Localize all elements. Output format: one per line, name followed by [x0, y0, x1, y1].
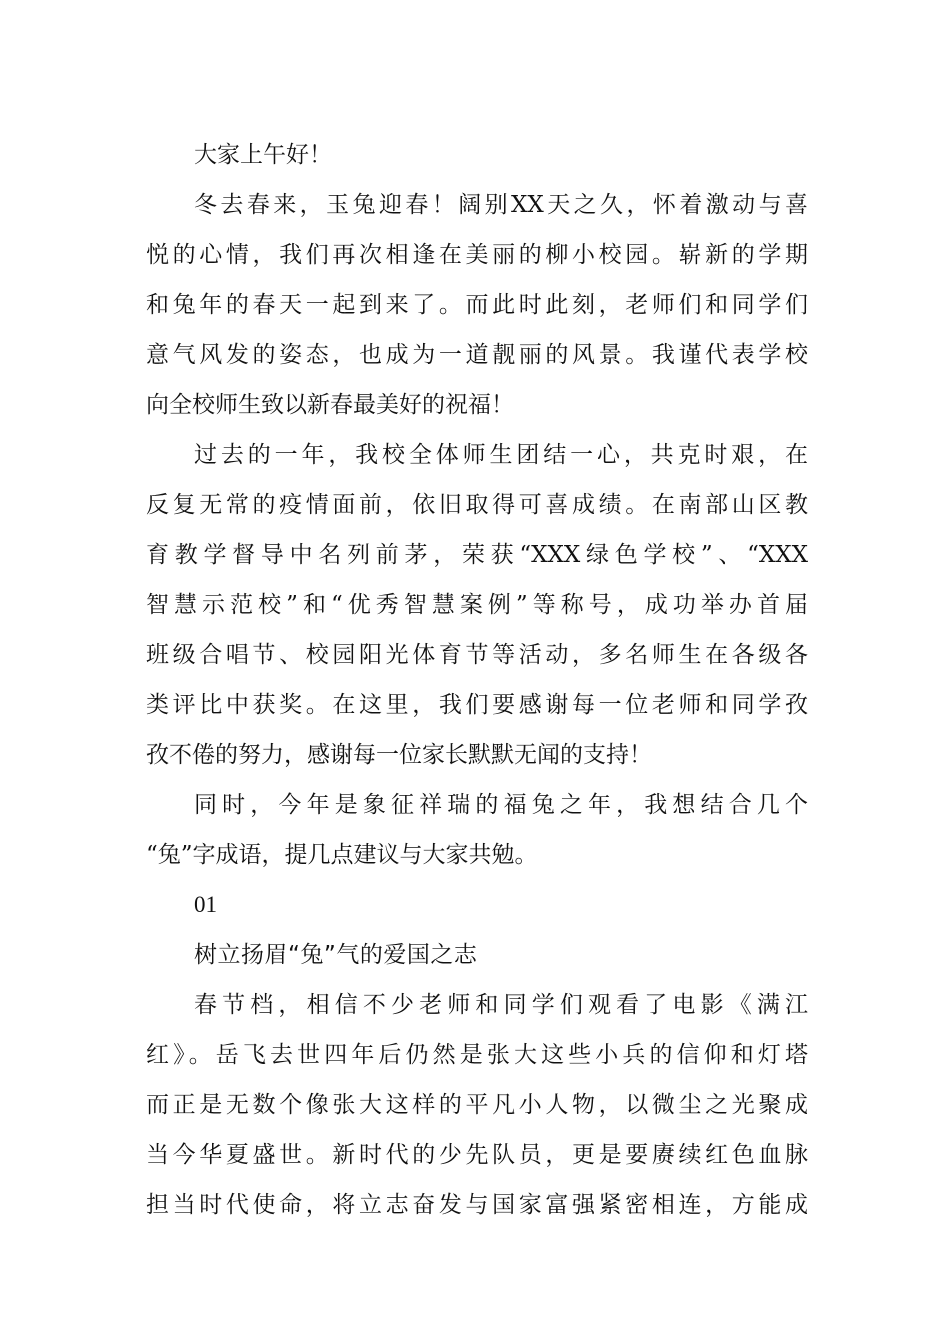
- section-paragraph: [146, 980, 808, 1230]
- text-line: 担当时代使命，将立志奋发与国家富强紧密相连，方能成: [146, 1192, 808, 1218]
- text-line: 班级合唱节、校园阳光体育节等活动，多名师生在各级各: [146, 642, 808, 668]
- section-number: 01: [194, 892, 217, 917]
- text-line: 红》。岳飞去世四年后仍然是张大这些小兵的信仰和灯塔: [146, 1042, 808, 1068]
- paragraph-3: [146, 780, 808, 880]
- text-line: 悦的心情，我们再次相逢在美丽的柳小校园。崭新的学期: [146, 242, 808, 268]
- text-line: 意气风发的姿态，也成为一道靓丽的风景。我谨代表学校: [146, 342, 808, 368]
- text-line: 和兔年的春天一起到来了。而此时此刻，老师们和同学们: [146, 292, 808, 318]
- text-line: 向全校师生致以新春最美好的祝福！: [146, 392, 514, 418]
- paragraph-2: [146, 430, 808, 780]
- text-line: 孜不倦的努力，感谢每一位家长默默无闻的支持！: [146, 742, 652, 768]
- text-line: 类评比中获奖。在这里，我们要感谢每一位老师和同学孜: [146, 692, 808, 718]
- text-line: 冬去春来，玉兔迎春！阔别XX天之久，怀着激动与喜: [194, 192, 808, 218]
- text-line: 育教学督导中名列前茅，荣获“XXX绿色学校”、“XXX: [146, 542, 808, 568]
- paragraph-1: [146, 180, 808, 430]
- text-line: 过去的一年，我校全体师生团结一心，共克时艰，在: [194, 442, 808, 468]
- section-title: 树立扬眉“兔”气的爱国之志: [194, 942, 478, 968]
- text-line: 春节档，相信不少老师和同学们观看了电影《满江: [194, 992, 808, 1018]
- greeting: 大家上午好！: [194, 142, 332, 168]
- text-line: 智慧示范校”和“优秀智慧案例”等称号，成功举办首届: [146, 592, 808, 618]
- text-line: “兔”字成语，提几点建议与大家共勉。: [146, 842, 538, 868]
- document-body: [146, 130, 808, 1230]
- text-line: 反复无常的疫情面前，依旧取得可喜成绩。在南部山区教: [146, 492, 808, 518]
- text-line: 而正是无数个像张大这样的平凡小人物，以微尘之光聚成: [146, 1092, 808, 1118]
- text-line: 同时，今年是象征祥瑞的福兔之年，我想结合几个: [194, 792, 808, 818]
- text-line: 当今华夏盛世。新时代的少先队员，更是要赓续红色血脉: [146, 1142, 808, 1168]
